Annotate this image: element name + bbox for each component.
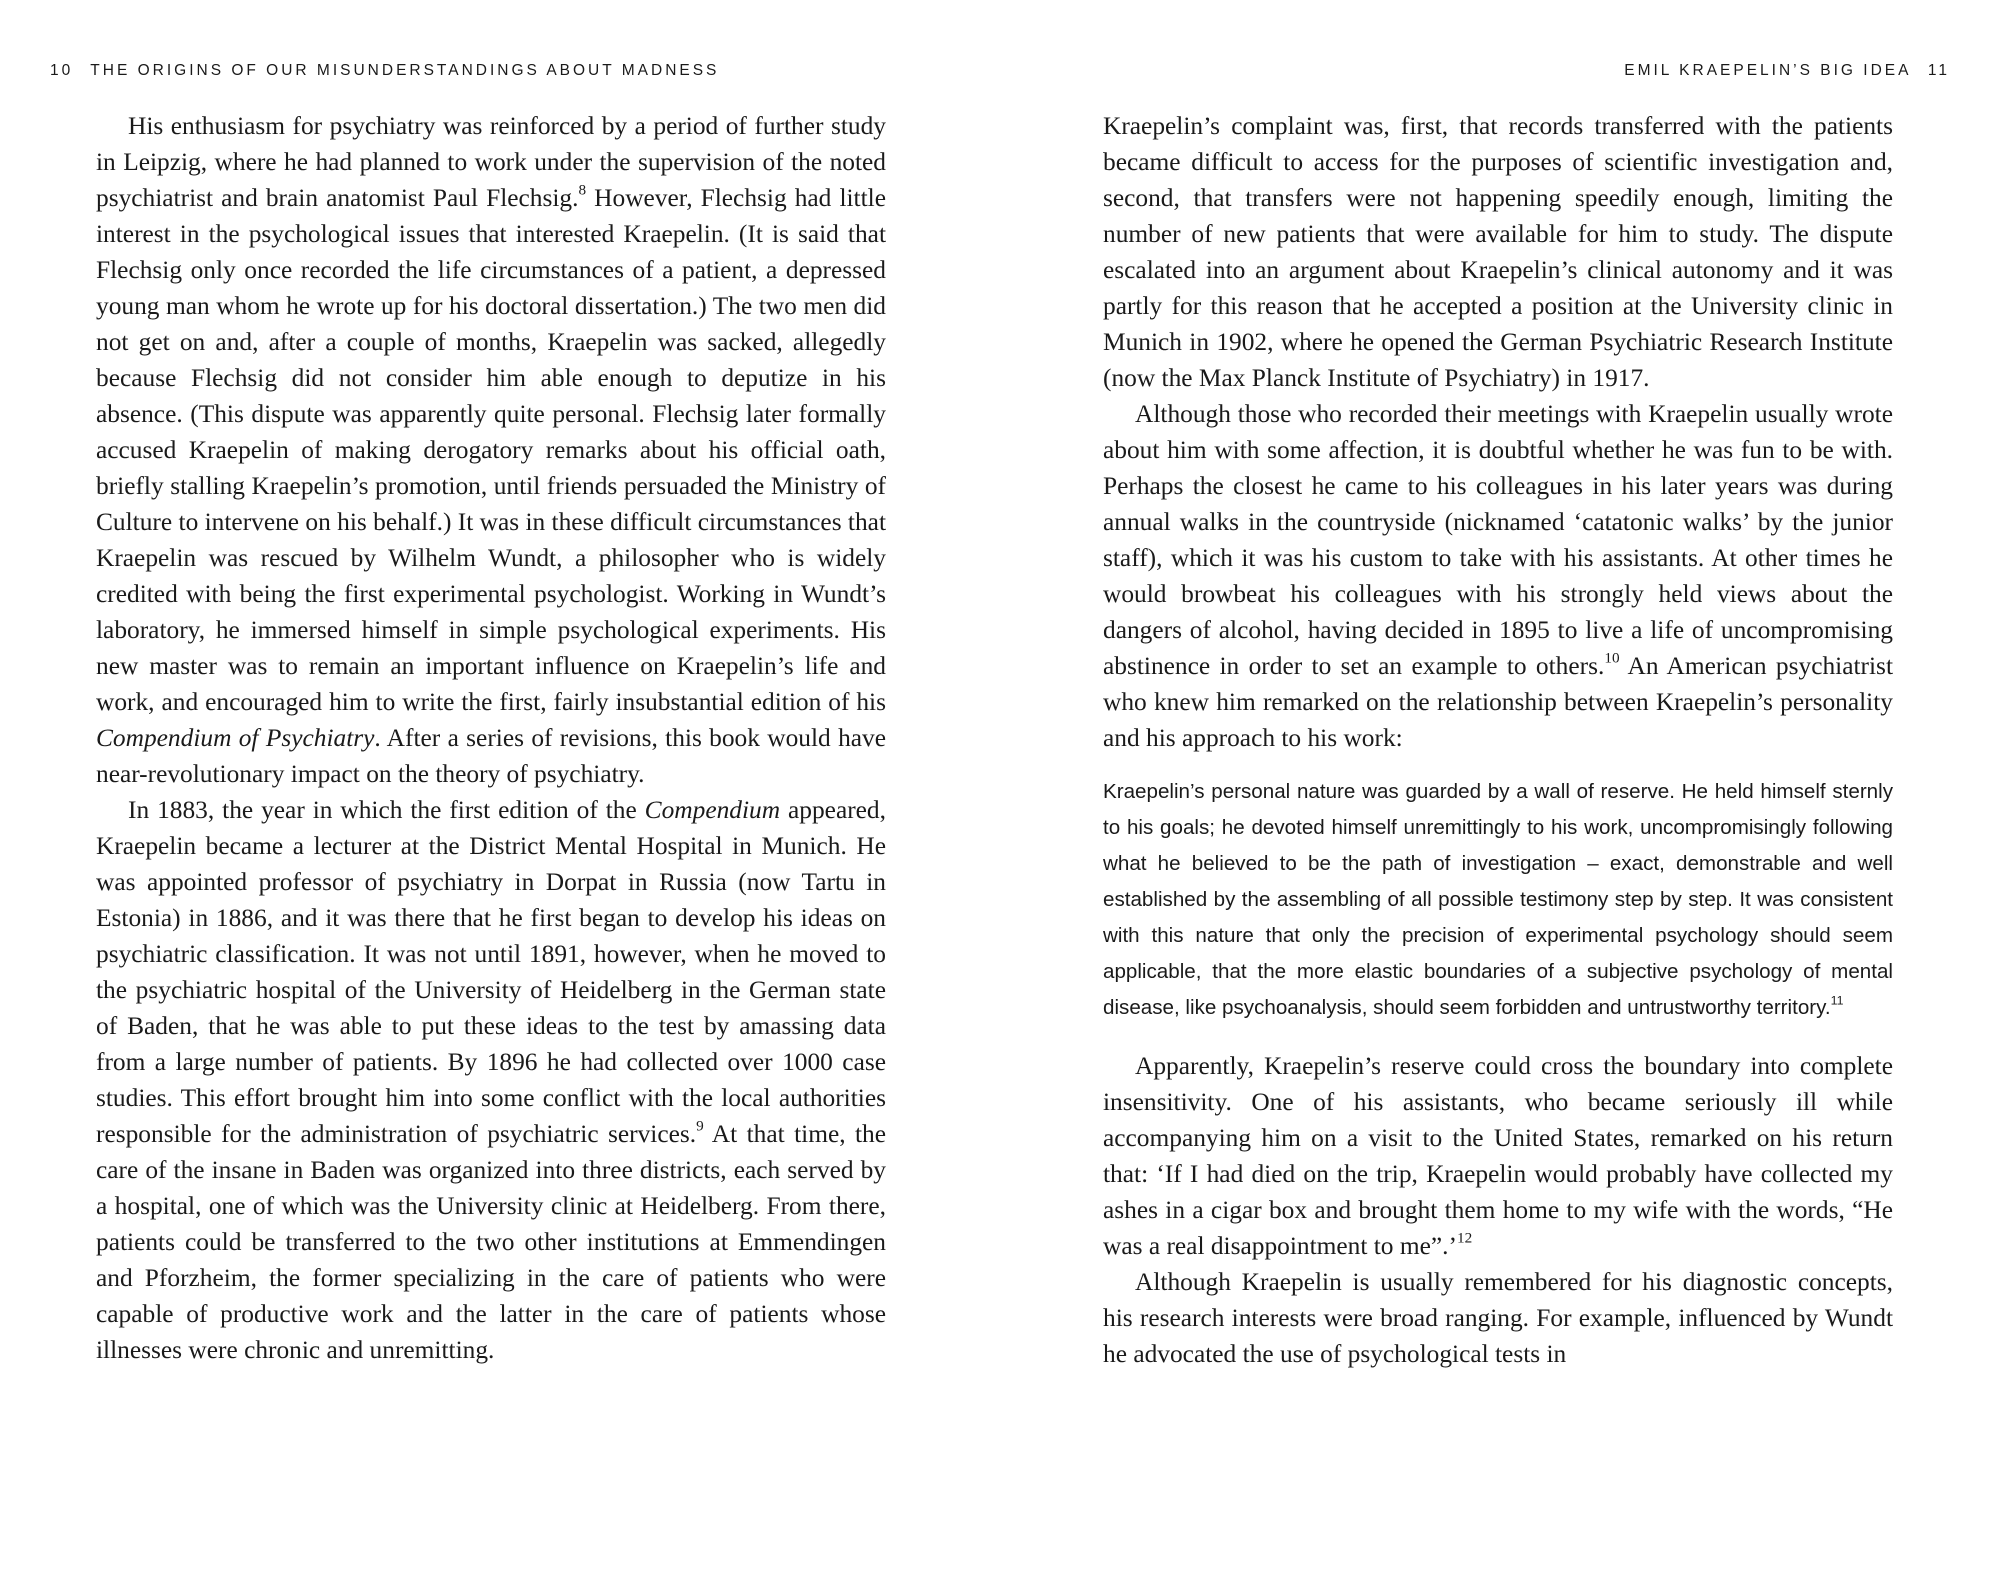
paragraph-text: However, Flechsig had little interest in the psychological issues that interested Kraepelin. (It is said that Flechsig only once recorded the life circumstances of a patient, a depressed young man whom he wrote up for his doctoral dissertation.) The two men did not get on and, after a couple of months, Kraepelin was sacked, allegedly because Flechsig did not consider him able enough to deputize in his absence. (This dispute was apparently quite personal. Flechsig later formally accused Kraepelin of making derogatory remarks about his official oath, briefly stalling Kraepelin’s promotion, until friends persuaded the Ministry of Culture to intervene on his behalf.) It was in these difficult circumstances that Kraepelin was rescued by Wilhelm Wundt, a philosopher who is widely credited with being the first experimental psychologist. Working in Wundt’s laboratory, he immersed himself in simple psychological experiments. His new master was to remain an important influence on Kraepelin’s life and work, and encouraged him to write the first, fairly insubstantial edition of his [96, 184, 886, 716]
footnote-ref: 9 [696, 1117, 704, 1135]
paragraph [1103, 108, 1893, 396]
block-quote [1103, 774, 1893, 1026]
paragraph-text: In 1883, the year in which the first edition of the [128, 796, 645, 824]
footnote-ref: 10 [1604, 649, 1620, 667]
paragraph-text: At that time, the care of the insane in Baden was organized into three districts, each served by a hospital, one of which was the University clinic at Heidelberg. From there, patients could be transferred to the two other institutions at Emmendingen and Pforzheim, the former specializing in the care of patients who were capable of productive work and the latter in the care of patients whose illnesses were chronic and unremitting. [96, 1120, 886, 1364]
left-text-block [96, 108, 886, 1368]
right-page [1000, 0, 2000, 1582]
right-running-head-title: EMIL KRAEPELIN’S BIG IDEA [1624, 62, 1911, 79]
paragraph-text: Kraepelin’s complaint was, first, that records transferred with the patients became difficult to access for the purposes of scientific investigation and, second, that transfers were not happening speedily enough, limiting the number of new patients that were available for him to study. The dispute escalated into an argument about Kraepelin’s clinical autonomy and it was partly for this reason that he accepted a position at the University clinic in Munich in 1902, where he opened the German Psychiatric Research Institute (now the Max Planck Institute of Psychiatry) in 1917. [1103, 112, 1893, 392]
footnote-ref: 12 [1456, 1229, 1473, 1247]
quote-text: Kraepelin’s personal nature was guarded by a wall of reserve. He held himself sternly to his goals; he devoted himself unremittingly to his work, uncompromisingly following what he believed to be the path of investigation – exact, demonstrable and well established by the assembling of all possible testimony step by step. It was consistent with this nature that only the precision of experimental psychology should seem applicable, that the more elastic boundaries of a subjective psychology of mental disease, like psychoanalysis, should seem forbidden and untrustworthy territory. [1103, 780, 1893, 1019]
paragraph-text: appeared, Kraepelin became a lecturer at the District Mental Hospital in Munich. He was appointed professor of psychiatry in Dorpat in Russia (now Tartu in Estonia) in 1886, and it was there that he first began to develop his ideas on psychiatric classification. It was not until 1891, however, when he moved to the psychiatric hospital of the University of Heidelberg in the German state of Baden, that he was able to put these ideas to the test by amassing data from a large number of patients. By 1896 he had collected over 1000 case studies. This effort brought him into some conflict with the local authorities responsible for the administration of psychiatric services. [96, 796, 886, 1148]
paragraph-text: Although Kraepelin is usually remembered for his diagnostic concepts, his research interests were broad ranging. For example, influenced by Wundt he advocated the use of psychological tests in [1103, 1268, 1893, 1368]
left-page-number: 10 [50, 62, 74, 79]
left-running-head [40, 62, 719, 80]
paragraph [1103, 1264, 1893, 1372]
right-running-head [1624, 62, 1960, 80]
paragraph [96, 792, 886, 1368]
paragraph [1103, 1048, 1893, 1264]
right-text-block [1103, 108, 1893, 1372]
book-title: Compendium of Psychiatry [96, 724, 375, 752]
paragraph-text: Apparently, Kraepelin’s reserve could cross the boundary into complete insensitivity. One of his assistants, who became seriously ill while accompanying him on a visit to the United States, remarked on his return that: ‘If I had died on the trip, Kraepelin would probably have collected my ashes in a cigar box and brought them home to my wife with the words, “He was a real disappointment to me”.’ [1103, 1052, 1893, 1260]
paragraph-text: Although those who recorded their meetings with Kraepelin usually wrote about him with some affection, it is doubtful whether he was fun to be with. Perhaps the closest he came to his colleagues in his later years was during annual walks in the countryside (nicknamed ‘catatonic walks’ by the junior staff), which it was his custom to take with his assistants. At other times he would browbeat his colleagues with his strongly held views about the dangers of alcohol, having decided in 1895 to live a life of uncompromising abstinence in order to set an example to others. [1103, 400, 1893, 680]
paragraph-text: His enthusiasm for psychiatry was reinforced by a period of further study in Leipzig, where he had planned to work under the supervision of the noted psychiatrist and brain anatomist Paul Flechsig. [96, 112, 886, 212]
right-page-number: 11 [1927, 62, 1950, 79]
footnote-ref: 8 [578, 181, 587, 199]
left-running-head-title: THE ORIGINS OF OUR MISUNDERSTANDINGS ABOUT MADNESS [90, 62, 720, 79]
book-title: Compendium [644, 796, 781, 824]
paragraph [96, 108, 886, 792]
paragraph-text: An American psychiatrist who knew him remarked on the relationship between Kraepelin’s personality and his approach to his work: [1103, 652, 1893, 752]
paragraph [1103, 396, 1893, 756]
paragraph-text: . After a series of revisions, this book would have near-revolutionary impact on the theory of psychiatry. [96, 724, 887, 788]
footnote-ref: 11 [1830, 993, 1844, 1008]
